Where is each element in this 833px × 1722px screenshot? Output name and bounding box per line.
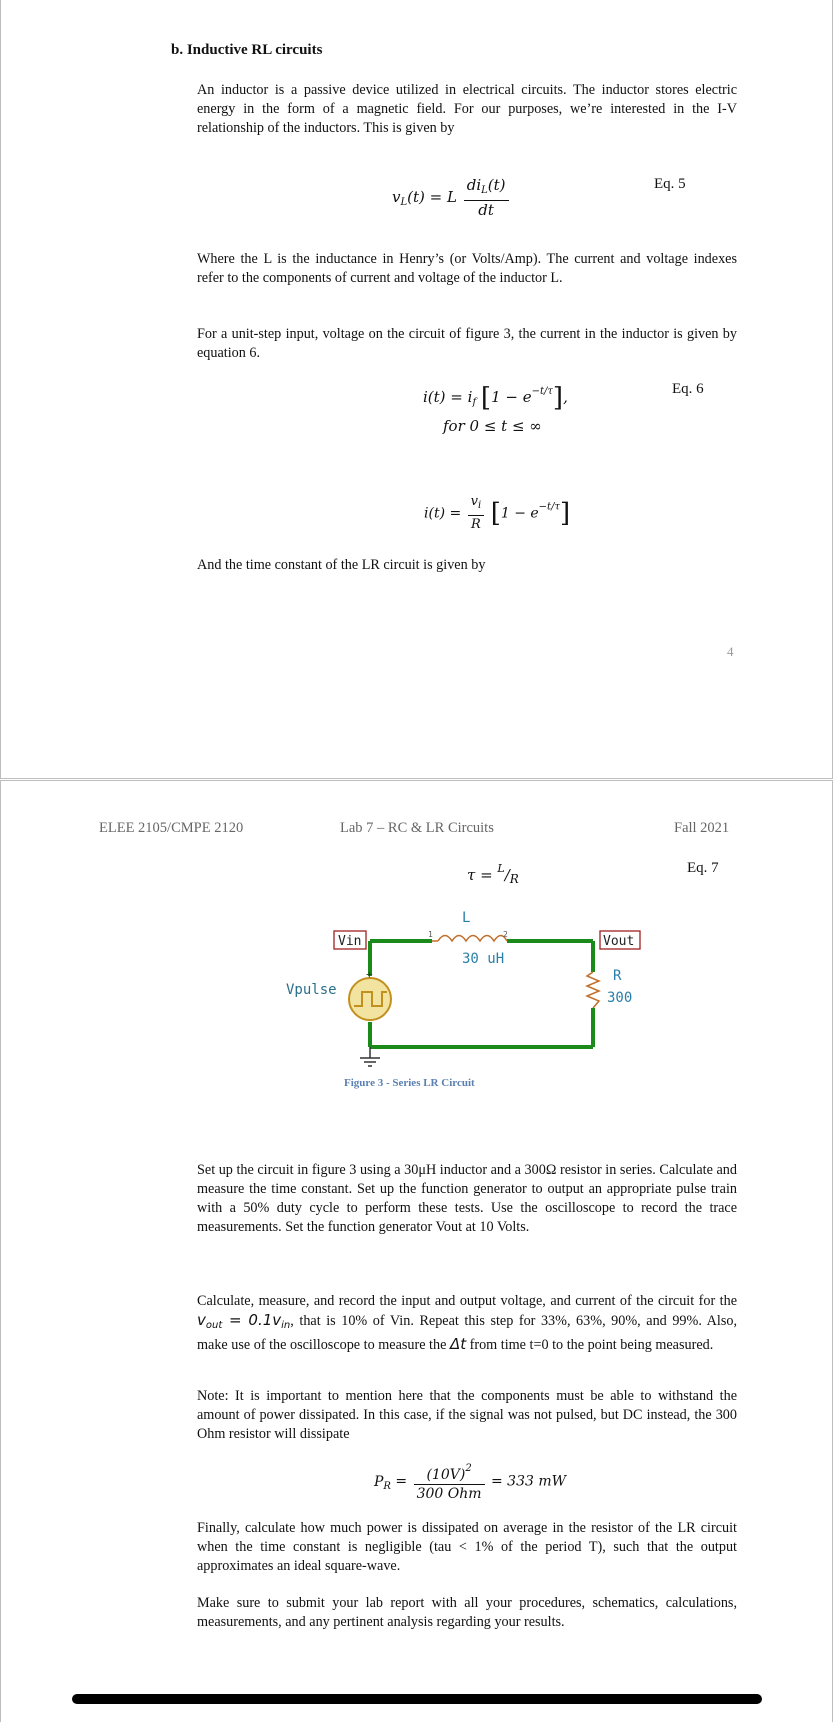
page-number: 4 [727,644,734,659]
source-plus: + [366,968,373,981]
equation-6-range: for 0 ≤ t ≤ ∞ [443,417,542,435]
eq5-label: Eq. 5 [654,176,686,192]
ground-symbol [360,1047,380,1066]
inductor-coil [432,936,507,942]
paragraph-intro: An inductor is a passive device utilized in electrical circuits. The inductor stores electric energy in the form of a magnetic field. For our purposes, we’re interested in the I-V relationship of the inductors. This is given by [197,82,737,136]
paragraph-finally: Finally, calculate how much power is dissipated on average in the resistor of the LR circuit when the time constant is negligible (tau < 1% of the period T), such that the output approximates an ideal square-wave. [197,1520,737,1574]
vpulse-label: Vpulse [286,982,337,998]
section-heading: b. Inductive RL circuits [171,42,323,58]
resistor-name: R [613,968,622,984]
equation-6b: i(t) = $\frac{v_i}{R}$ $[1 - e^{-t/\tau}]$ [424,494,571,532]
paragraph-time-constant: And the time constant of the LR circuit is given by [197,557,486,573]
eq5-lhs: $v_L(t) = L$ [392,187,457,208]
inductor-pin-2: 2 [503,930,508,939]
paragraph-submit: Make sure to submit your lab report with all your procedures, schematics, calculations, measurements, and any pertinent analysis regarding your results. [197,1595,737,1630]
vout-label: Vout [603,934,635,949]
vin-label: Vin [338,934,362,949]
eq7-label: Eq. 7 [687,860,719,876]
eq5-fraction: $\frac{di_L(t)}{dt}$ [464,176,509,219]
scroll-indicator-bar[interactable] [72,1694,762,1704]
pulse-source [349,978,391,1020]
paragraph-setup: Set up the circuit in figure 3 using a 30μH inductor and a 300Ω resistor in series. Calculate and measure the time constant. Set up the function generator to output an appropriate pulse train with a 50% duty cycle to perform these tests. Use the oscilloscope to record the trace measurements. Set the function generator Vout at 10 Volts. [197,1162,737,1235]
inductor-value: 30 uH [462,951,505,967]
lr-circuit-schematic [270,900,660,1075]
equation-5 [392,176,511,219]
resistor-value: 300 [607,990,633,1006]
paragraph-inductance: Where the L is the inductance in Henry’s (or Volts/Amp). The current and voltage indexes refer to the components of current and voltage of the inductor L. [197,251,737,286]
power-equation: $P_R$ = $\frac{(10V)^2}{\text{300 Ohm}}$ = 333 mW [374,1460,566,1503]
figure-caption: Figure 3 - Series LR Circuit [344,1077,475,1089]
paragraph-measure: Calculate, measure, and record the input and output voltage, and current of the circuit for the $v_{out} = 0.1v_{in}$, that is 10% of Vin. Repeat this step for 33%, 63%, 90%, and 99%. Also, make use of the oscilloscope to measure the Δt from time t=0 to the point being measured. [197,1293,737,1353]
inductor-name: L [462,910,471,926]
header-course: ELEE 2105/CMPE 2120 [99,820,244,836]
resistor-zigzag [587,972,599,1008]
equation-7: $\tau = ^L/_R$ [467,862,519,886]
eq6-label: Eq. 6 [672,381,704,397]
equation-6: $i(t) = i_f$ $[1 - e^{-t/\tau}]$, [423,383,568,413]
paragraph-note: Note: It is important to mention here that the components must be able to withstand the amount of power dissipated. In this case, if the signal was not pulsed, but DC instead, the 300 Ohm resistor will dissipate [197,1388,737,1442]
inductor-pin-1: 1 [428,930,433,939]
header-term: Fall 2021 [674,820,730,836]
header-lab: Lab 7 – RC & LR Circuits [340,820,494,836]
paragraph-unit-step: For a unit-step input, voltage on the circuit of figure 3, the current in the inductor is given by equation 6. [197,326,737,361]
